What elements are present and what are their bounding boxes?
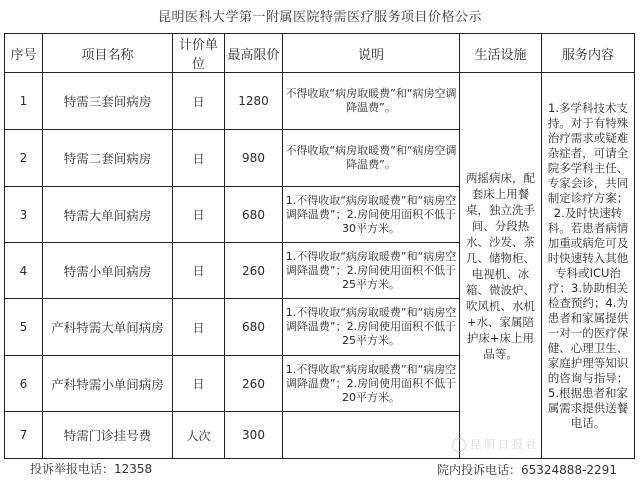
row-desc: 1.不得收取“病房取暖费”和“病房空调降温费”；2.房间使用面积不低于30平方米。 xyxy=(283,187,460,243)
row-name: 产科特需小单间病房 xyxy=(43,356,173,412)
services-cell: 1.多学科技术支持。对于有特殊治疗需求或疑难杂症者，可请全院多学科主任、专家会诊，共同制定诊疗方案；2.及时快速转科。若患者病情加重或病危可及时快速转入其他专科或ICU治疗；3.协助相关检查预约；4.为患者和家属提供一对一的医疗保健、心理卫生、家庭护理等知识的咨询与指导；5.根据患者和家属需求提供送餐电话。 xyxy=(542,73,635,459)
complaint-phone: 投诉举报电话：12358 xyxy=(30,462,153,476)
row-name: 特需大单间病房 xyxy=(43,187,173,243)
row-desc: 1.不得收取“病房取暖费”和“病房空调降温费”；2.房间使用面积不低于25平方米。 xyxy=(283,243,460,299)
row-seq: 6 xyxy=(5,356,43,412)
row-name: 特需小单间病房 xyxy=(43,243,173,299)
row-unit: 日 xyxy=(173,73,225,130)
header-price: 最高限价 xyxy=(225,34,283,73)
table-row xyxy=(5,73,635,130)
row-name: 特需门诊挂号费 xyxy=(43,412,173,459)
row-name: 特需二套间病房 xyxy=(43,130,173,187)
watermark-text: 昆明日报社 xyxy=(470,438,540,451)
price-table xyxy=(4,33,635,459)
hospital-complaint-phone: 院内投诉电话：65324888-2291 xyxy=(437,463,617,477)
row-seq: 2 xyxy=(5,130,43,187)
header-facilities: 生活设施 xyxy=(460,34,542,73)
row-price: 260 xyxy=(225,356,283,412)
row-unit: 人次 xyxy=(173,412,225,459)
watermark-logo-icon xyxy=(452,438,466,452)
row-desc: 1.不得收取“病房取暖费”和“病房空调降温费”；2.房间使用面积不低于25平方米。 xyxy=(283,299,460,356)
row-price: 680 xyxy=(225,299,283,356)
header-seq: 序号 xyxy=(5,34,43,73)
header-services: 服务内容 xyxy=(542,34,635,73)
row-seq: 5 xyxy=(5,299,43,356)
row-seq: 1 xyxy=(5,73,43,130)
row-seq: 4 xyxy=(5,243,43,299)
row-price: 1280 xyxy=(225,73,283,130)
row-price: 260 xyxy=(225,243,283,299)
row-name: 特需三套间病房 xyxy=(43,73,173,130)
row-name: 产科特需大单间病房 xyxy=(43,299,173,356)
page-title: 昆明医科大学第一附属医院特需医疗服务项目价格公示 xyxy=(157,10,482,25)
header-unit: 计价单位 xyxy=(173,34,225,73)
row-unit: 日 xyxy=(173,187,225,243)
row-seq: 3 xyxy=(5,187,43,243)
row-desc: 不得收取“病房取暖费”和“病房空调降温费”。 xyxy=(283,73,460,130)
facilities-cell: 两摇病床，配套床上用餐桌，独立洗手间、分段热水、沙发、茶几、储物柜、电视机、冰箱、微波炉、吹风机、水机+水、家属陪护床+床上用品等。 xyxy=(460,73,542,459)
row-price: 300 xyxy=(225,412,283,459)
row-price: 680 xyxy=(225,187,283,243)
row-unit: 日 xyxy=(173,299,225,356)
header-desc: 说明 xyxy=(283,34,460,73)
row-desc: 1.不得收取“病房取暖费”和“病房空调降温费”；2.房间使用面积不低于20平方米。 xyxy=(283,356,460,412)
row-desc xyxy=(283,412,460,459)
table-header-row xyxy=(5,34,635,73)
row-desc: 不得收取“病房取暖费”和“病房空调降温费”。 xyxy=(283,130,460,187)
row-unit: 日 xyxy=(173,243,225,299)
row-unit: 日 xyxy=(173,130,225,187)
watermark xyxy=(452,436,632,450)
row-price: 980 xyxy=(225,130,283,187)
row-seq: 7 xyxy=(5,412,43,459)
header-name: 项目名称 xyxy=(43,34,173,73)
row-unit: 日 xyxy=(173,356,225,412)
